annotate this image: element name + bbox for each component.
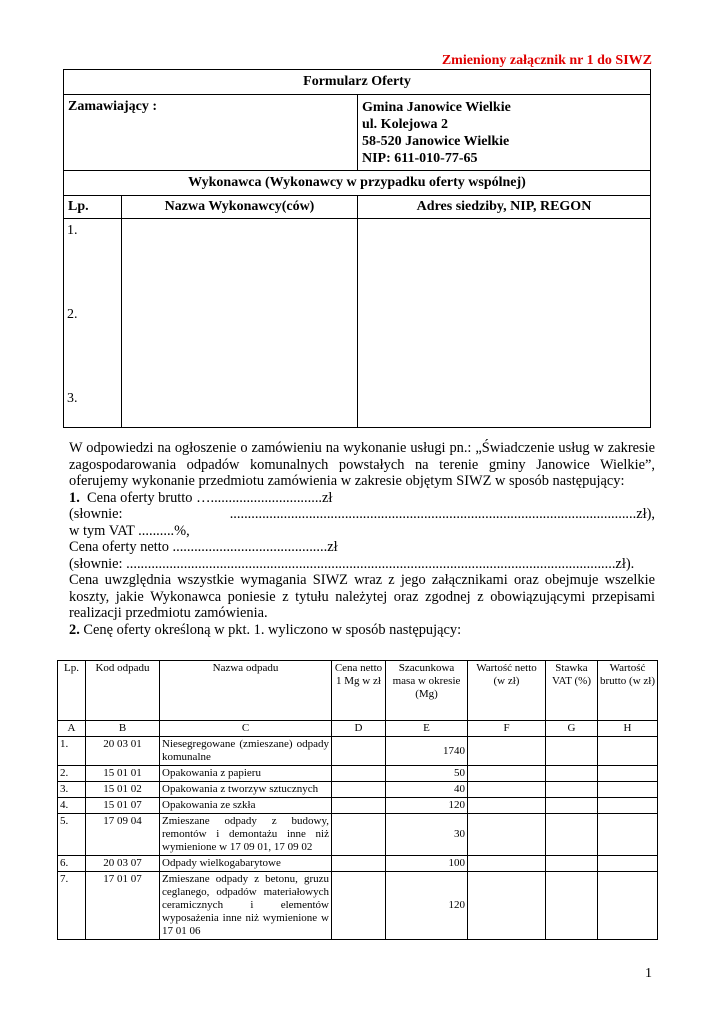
row-vat-rate[interactable] bbox=[546, 798, 598, 814]
row-vat-rate[interactable] bbox=[546, 856, 598, 872]
row-code: 15 01 01 bbox=[86, 766, 160, 782]
table-row bbox=[58, 782, 658, 798]
letter-b: B bbox=[86, 721, 160, 737]
col-address-header: Adres siedziby, NIP, REGON bbox=[358, 196, 651, 219]
row-lp: 6. bbox=[58, 856, 86, 872]
row-net-price[interactable] bbox=[332, 766, 386, 782]
item-1-number: 1. bbox=[69, 489, 80, 506]
th-code: Kod odpadu bbox=[86, 661, 160, 721]
ordering-party-name: Gmina Janowice Wielkie bbox=[362, 100, 511, 115]
ordering-party-street: ul. Kolejowa 2 bbox=[362, 117, 448, 132]
table-row bbox=[58, 737, 658, 766]
row-mass: 30 bbox=[386, 814, 468, 856]
contractor-row-3: 3. bbox=[67, 391, 78, 406]
letter-g: G bbox=[546, 721, 598, 737]
th-net-value: Wartość netto (w zł) bbox=[468, 661, 546, 721]
letter-e: E bbox=[386, 721, 468, 737]
row-net-value[interactable] bbox=[468, 856, 546, 872]
row-vat-rate[interactable] bbox=[546, 814, 598, 856]
row-net-value[interactable] bbox=[468, 872, 546, 940]
row-lp: 4. bbox=[58, 798, 86, 814]
row-net-price[interactable] bbox=[332, 782, 386, 798]
th-vat-rate: Stawka VAT (%) bbox=[546, 661, 598, 721]
col-lp-header: Lp. bbox=[64, 196, 122, 219]
row-gross-value[interactable] bbox=[598, 782, 658, 798]
item-2-number: 2. bbox=[69, 621, 80, 638]
col-name-header: Nazwa Wykonawcy(ców) bbox=[122, 196, 358, 219]
page-number: 1 bbox=[645, 966, 652, 981]
row-mass: 50 bbox=[386, 766, 468, 782]
letter-c: C bbox=[160, 721, 332, 737]
annex-label: Zmieniony załącznik nr 1 do SIWZ bbox=[441, 53, 652, 68]
offer-form-table bbox=[63, 69, 651, 428]
row-mass: 120 bbox=[386, 798, 468, 814]
row-name: Niesegregowane (zmieszane) odpady komunalne bbox=[160, 737, 332, 766]
contractor-row-2: 2. bbox=[67, 307, 78, 322]
row-lp: 5. bbox=[58, 814, 86, 856]
netto-line: Cena oferty netto ...........................................zł bbox=[69, 539, 338, 555]
vat-line: w tym VAT ..........%, bbox=[69, 522, 190, 539]
table-row bbox=[58, 872, 658, 940]
letter-a: A bbox=[58, 721, 86, 737]
intro-paragraph: W odpowiedzi na ogłoszenie o zamówieniu na wykonanie usługi pn.: „Świadczenie usług w zakresie zagospodarowania odpadów komunalnych powstałych na terenie gminy Janowice Wielkie”, oferujemy wykonanie przedmiotu zamówienia w zakresie objętym SIWZ w sposób następujący: bbox=[69, 440, 655, 489]
row-net-value[interactable] bbox=[468, 737, 546, 766]
item-2-text: Cenę oferty określoną w pkt. 1. wyliczono w sposób następujący: bbox=[83, 621, 462, 638]
row-name: Zmieszane odpady z betonu, gruzu ceglanego, odpadów materiałowych ceramicznych i elementów wyposażenia inne niż wymienione w 17 01 06 bbox=[160, 872, 332, 940]
row-gross-value[interactable] bbox=[598, 872, 658, 940]
words-1-line bbox=[69, 506, 655, 523]
row-net-value[interactable] bbox=[468, 782, 546, 798]
offer-body bbox=[69, 440, 655, 638]
row-code: 17 01 07 bbox=[86, 872, 160, 940]
form-title: Formularz Oferty bbox=[64, 70, 651, 95]
row-vat-rate[interactable] bbox=[546, 872, 598, 940]
row-lp: 7. bbox=[58, 872, 86, 940]
table-row bbox=[58, 766, 658, 782]
th-mass: Szacunkowa masa w okresie (Mg) bbox=[386, 661, 468, 721]
ordering-party-nip: NIP: 611-010-77-65 bbox=[362, 151, 478, 166]
ordering-party-city: 58-520 Janowice Wielkie bbox=[362, 134, 510, 149]
letter-h: H bbox=[598, 721, 658, 737]
contractor-name-cell[interactable] bbox=[122, 219, 358, 428]
row-gross-value[interactable] bbox=[598, 814, 658, 856]
row-name: Odpady wielkogabarytowe bbox=[160, 856, 332, 872]
words-1-label: (słownie: bbox=[69, 506, 123, 522]
th-net-price: Cena netto 1 Mg w zł bbox=[332, 661, 386, 721]
th-lp: Lp. bbox=[58, 661, 86, 721]
row-code: 17 09 04 bbox=[86, 814, 160, 856]
row-gross-value[interactable] bbox=[598, 737, 658, 766]
row-net-price[interactable] bbox=[332, 814, 386, 856]
row-gross-value[interactable] bbox=[598, 798, 658, 814]
row-vat-rate[interactable] bbox=[546, 737, 598, 766]
words-2-line: (słownie: ........................................................................................................................................zł). bbox=[69, 555, 635, 572]
row-code: 20 03 01 bbox=[86, 737, 160, 766]
price-brutto-text: Cena oferty brutto …...............................zł bbox=[87, 489, 333, 506]
row-mass: 40 bbox=[386, 782, 468, 798]
row-name: Opakowania ze szkła bbox=[160, 798, 332, 814]
row-lp: 2. bbox=[58, 766, 86, 782]
item-2-line bbox=[69, 622, 655, 639]
table-row bbox=[58, 814, 658, 856]
letter-f: F bbox=[468, 721, 546, 737]
contractor-lp-cell bbox=[64, 219, 122, 428]
row-gross-value[interactable] bbox=[598, 856, 658, 872]
row-vat-rate[interactable] bbox=[546, 766, 598, 782]
row-name: Zmieszane odpady z budowy, remontów i demontażu inne niż wymienione w 17 09 01, 17 09 02 bbox=[160, 814, 332, 856]
price-brutto-line bbox=[69, 490, 655, 507]
contractor-row-1: 1. bbox=[67, 223, 78, 238]
row-code: 15 01 02 bbox=[86, 782, 160, 798]
waste-price-table bbox=[57, 660, 658, 940]
row-mass: 120 bbox=[386, 872, 468, 940]
row-net-price[interactable] bbox=[332, 856, 386, 872]
row-name: Opakowania z papieru bbox=[160, 766, 332, 782]
table-row bbox=[58, 798, 658, 814]
th-name: Nazwa odpadu bbox=[160, 661, 332, 721]
row-lp: 1. bbox=[58, 737, 86, 766]
contractor-heading: Wykonawca (Wykonawcy w przypadku oferty wspólnej) bbox=[64, 171, 651, 196]
row-mass: 100 bbox=[386, 856, 468, 872]
row-vat-rate[interactable] bbox=[546, 782, 598, 798]
row-net-price[interactable] bbox=[332, 737, 386, 766]
row-net-price[interactable] bbox=[332, 798, 386, 814]
ordering-party-label: Zamawiający : bbox=[64, 95, 358, 171]
letter-d: D bbox=[332, 721, 386, 737]
row-gross-value[interactable] bbox=[598, 766, 658, 782]
th-gross-value: Wartość brutto (w zł) bbox=[598, 661, 658, 721]
table-row bbox=[58, 856, 658, 872]
row-mass: 1740 bbox=[386, 737, 468, 766]
row-code: 20 03 07 bbox=[86, 856, 160, 872]
row-net-value[interactable] bbox=[468, 798, 546, 814]
row-net-value[interactable] bbox=[468, 766, 546, 782]
contractor-address-cell[interactable] bbox=[358, 219, 651, 428]
words-1-dots: .................................................................................................................zł), bbox=[229, 506, 655, 522]
price-note: Cena uwzględnia wszystkie wymagania SIWZ wraz z jego załącznikami oraz obejmuje wszelkie koszty, jakie Wykonawca poniesie z tytułu należytej oraz zgodnej z obowiązującymi przepisami realizacji przedmiotu zamówienia. bbox=[69, 572, 655, 621]
ordering-party-details bbox=[358, 95, 651, 171]
row-code: 15 01 07 bbox=[86, 798, 160, 814]
row-lp: 3. bbox=[58, 782, 86, 798]
row-net-value[interactable] bbox=[468, 814, 546, 856]
row-net-price[interactable] bbox=[332, 872, 386, 940]
row-name: Opakowania z tworzyw sztucznych bbox=[160, 782, 332, 798]
